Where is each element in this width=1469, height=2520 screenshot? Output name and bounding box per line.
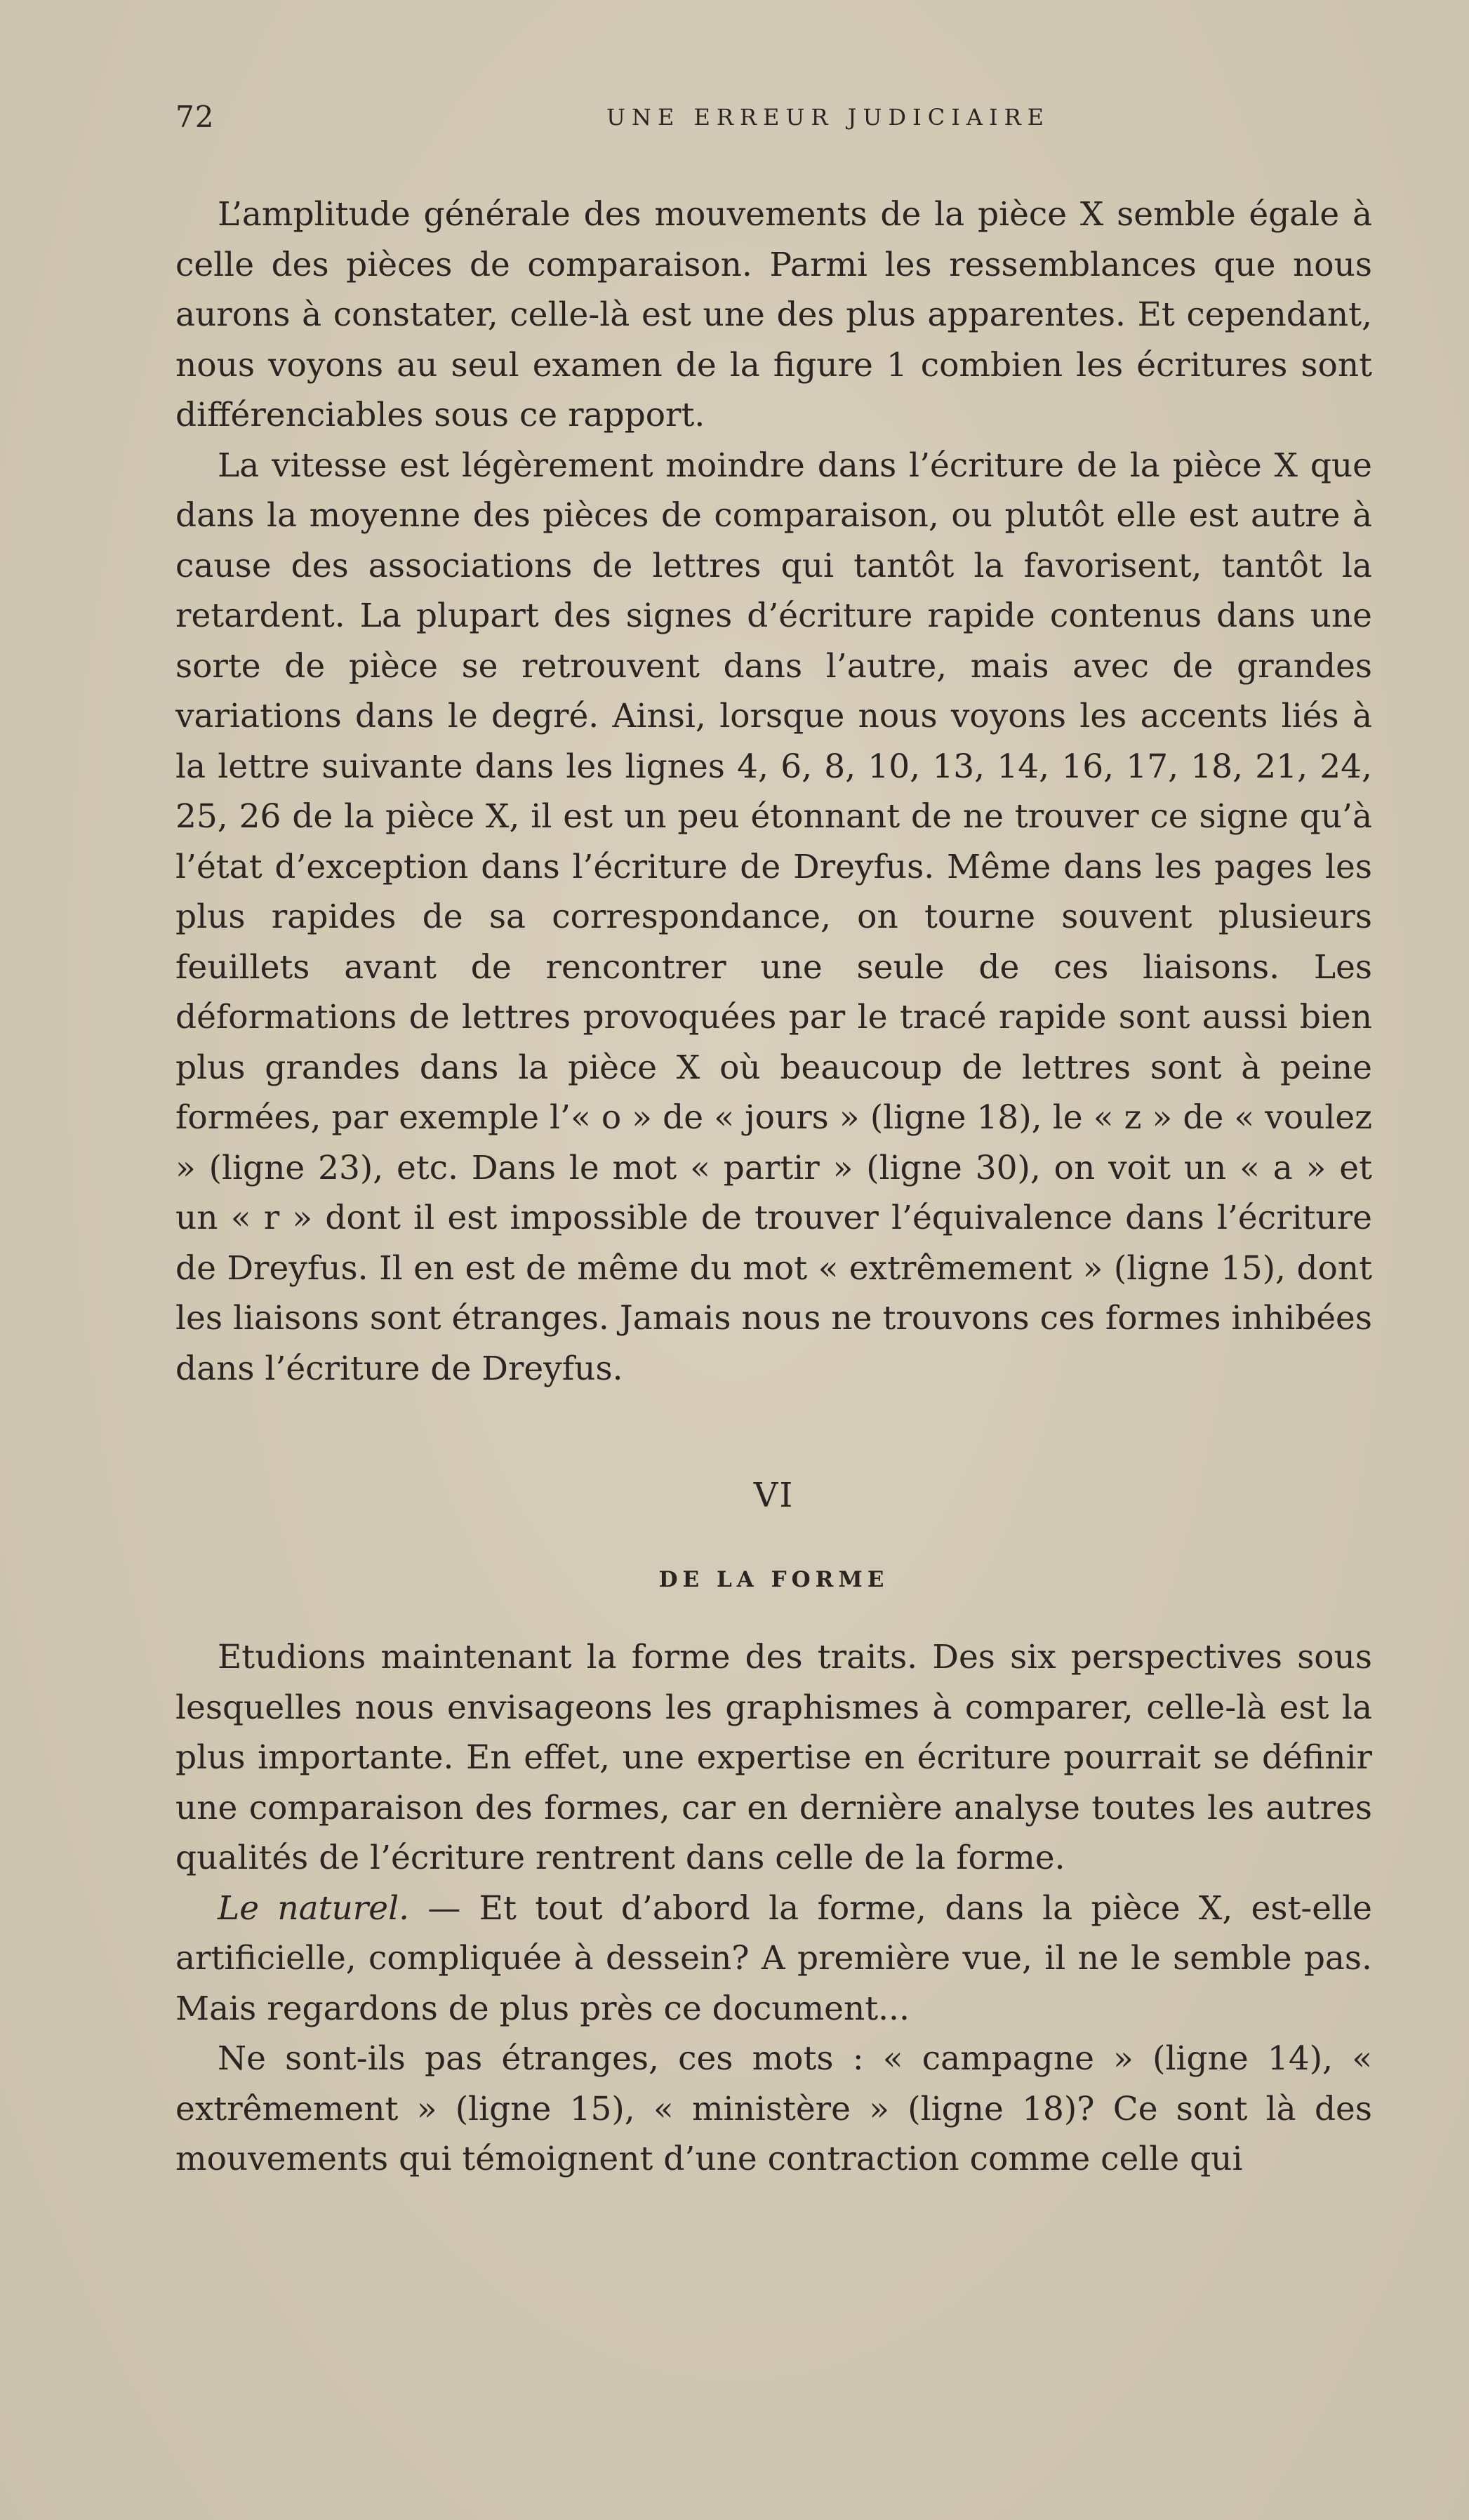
section-title: DE LA FORME xyxy=(658,1567,889,1592)
paragraph-vitesse: La vitesse est légèrement moindre dans l’écriture de la pièce X que dans la moyenne des pièces de comparaison, ou plutôt elle est autre à cause des associations de lettres qui tantôt la favorisent, tantôt la retardent. La plupart des signes d’écriture rapide contenus dans une sorte de pièce se retrouvent dans l’autre, mais avec de grandes variations dans le degré. Ainsi, lorsque nous voyons les accents liés à la lettre suivante dans les lignes 4, 6, 8, 10, 13, 14, 16, 17, 18, 21, 24, 25, 26 de la pièce X, il est un peu étonnant de ne trouver ce signe qu’à l’état d’exception dans l’écriture de Dreyfus. Même dans les pages les plus rapides de sa correspondance, on tourne souvent plusieurs feuillets avant de rencontrer une seule de ces liaisons. Les déformations de lettres provoquées par le tracé rapide sont aussi bien plus grandes dans la pièce X où beaucoup de lettres sont à peine formées, par exemple l’« o » de « jours » (ligne 18), le « z » de « voulez » (ligne 23), etc. Dans le mot « partir » (ligne 30), on voit un « a » et un « r » dont il est impossible de trouver l’équivalence dans l’écriture de Dreyfus. Il en est de même du mot « extrêmement » (ligne 15), dont les liaisons sont étranges. Jamais nous ne trouvons ces formes inhibées dans l’écriture de Dreyfus. xyxy=(175,446,1372,1388)
paragraph-naturel: Le naturel. — Et tout d’abord la forme, dans la pièce X, est-elle artificielle, compliquée à dessein? A première vue, il ne le semble pas. Mais regardons de plus près ce document... xyxy=(175,1888,1372,2028)
page-body xyxy=(175,189,1372,2185)
paragraph-forme: Etudions maintenant la forme des traits. Des six perspectives sous lesquelles nous envisageons les graphismes à comparer, celle-là est la plus importante. En effet, une expertise en écriture pourrait se définir une comparaison des formes, car en dernière analyse toutes les autres qualités de l’écriture rentrent dans celle de la forme. xyxy=(175,1638,1372,1877)
paragraph-etranges: Ne sont-ils pas étranges, ces mots : « campagne » (ligne 14), « extrêmement » (ligne 15), « ministère » (ligne 18)? Ce sont là des mouvements qui témoignent d’une contraction comme celle qui xyxy=(175,2039,1372,2178)
page-number: 72 xyxy=(175,100,215,134)
page-header xyxy=(175,100,1369,142)
paragraph-amplitude: L’amplitude générale des mouvements de la pièce X semble égale à celle des pièces de comparaison. Parmi les ressemblances que nous aurons à constater, celle-là est une des plus apparentes. Et cependant, nous voyons au seul examen de la figure 1 combien les écritures sont différenciables sous ce rapport. xyxy=(175,195,1372,434)
section-number: VI xyxy=(753,1476,795,1515)
runin-heading: Le naturel. xyxy=(218,1888,410,1928)
running-head: UNE ERREUR JUDICIAIRE xyxy=(606,104,1051,131)
